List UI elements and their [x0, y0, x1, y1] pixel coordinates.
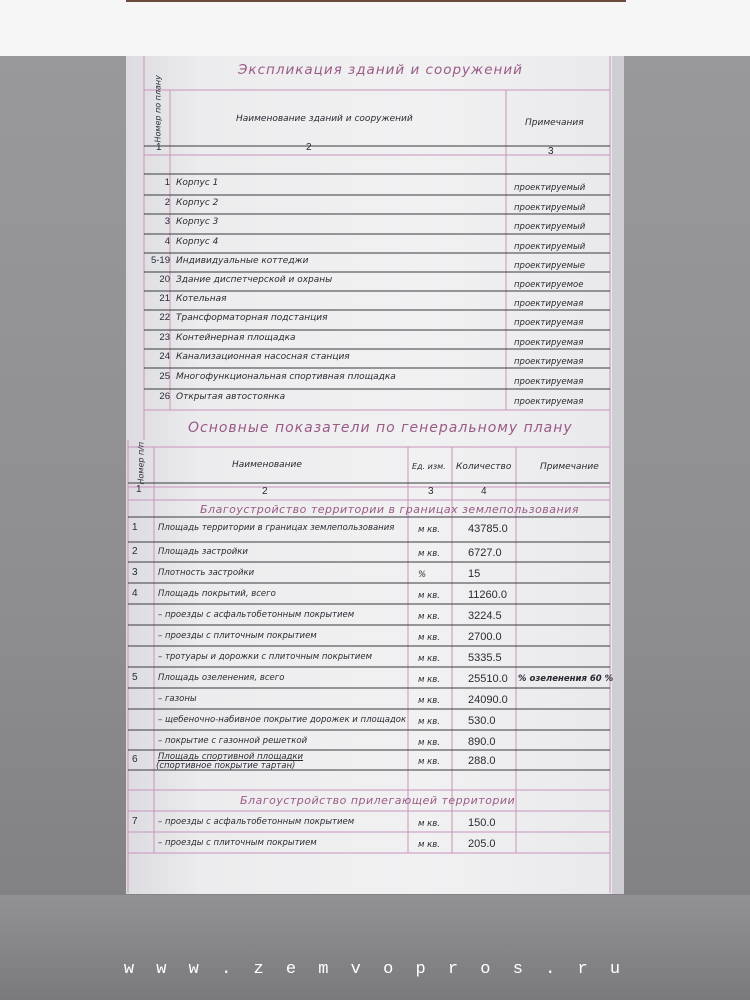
header-note: Примечания: [525, 118, 584, 128]
expl-row-name: Открытая автостоянка: [176, 392, 286, 402]
section1-title: Благоустройство территории в границах землепользования: [200, 503, 579, 516]
expl-row-num: 21: [159, 293, 170, 304]
ind-row-unit: м кв.: [418, 525, 440, 535]
ind-row-unit: м кв.: [418, 696, 440, 706]
expl-row-note: проектируемые: [514, 261, 586, 271]
ind-row-unit: м кв.: [418, 549, 440, 559]
expl-row-name: Котельная: [176, 294, 227, 304]
ind-row-note: % озеленения 60 %: [518, 674, 614, 684]
expl-row-note: проектируемая: [514, 299, 584, 309]
header-num: Номер по плану: [153, 75, 163, 143]
ind-row-qty: 15: [468, 568, 481, 580]
expl-row-name: Канализационная насосная станция: [176, 352, 350, 362]
ind-row-name: – тротуары и дорожки с плиточным покрытием: [158, 652, 372, 662]
ind-row-unit: м кв.: [418, 717, 440, 727]
ind-row-qty: 2700.0: [468, 631, 502, 643]
expl-row-name: Корпус 4: [176, 237, 219, 247]
explication-title: Экспликация зданий и сооружений: [238, 62, 523, 78]
expl-row-note: проектируемая: [514, 338, 584, 348]
expl-row-num: 3: [164, 216, 170, 227]
ind-row-qty: 25510.0: [468, 673, 508, 685]
section2-title: Благоустройство прилегающей территории: [240, 794, 516, 807]
ind-row-unit: м кв.: [418, 591, 440, 601]
expl-row-name: Индивидуальные коттеджи: [176, 256, 309, 266]
expl-row-note: проектируемый: [514, 242, 586, 252]
ind-row-unit: м кв.: [418, 633, 440, 643]
ind-row-qty: 3224.5: [468, 610, 502, 622]
ind-row-num: 6: [132, 754, 138, 765]
expl-row-num: 24: [159, 351, 170, 362]
ind-row-unit: м кв.: [418, 612, 440, 622]
ind2-row-qty: 150.0: [468, 817, 496, 829]
expl-row-name: Корпус 1: [176, 178, 219, 188]
expl-row-num: 4: [164, 236, 170, 247]
ind-row-name: – проезды с плиточным покрытием: [158, 631, 317, 641]
ind-row-unit: м кв.: [418, 654, 440, 664]
expl-row-note: проектируемый: [514, 222, 586, 232]
expl-row-num: 20: [159, 274, 170, 285]
expl-row-num: 25: [159, 371, 170, 382]
ind-row-qty: 43785.0: [468, 523, 508, 535]
expl-row-num: 5-19: [150, 255, 170, 266]
col-number-2: 2: [306, 142, 312, 153]
ind-header-num: Номер п/п: [136, 441, 146, 485]
ind-header-name: Наименование: [232, 460, 302, 470]
expl-row-note: проектируемое: [514, 280, 584, 290]
ind-row-name: Плотность застройки: [158, 568, 255, 578]
ind-row-qty: 530.0: [468, 715, 496, 727]
ind2-row-unit: м кв.: [418, 819, 440, 829]
ind-row-unit: м кв.: [418, 675, 440, 685]
ind-row-qty: 11260.0: [468, 589, 507, 601]
expl-row-note: проектируемая: [514, 318, 584, 328]
ind-row-name: – покрытие с газонной решеткой: [158, 736, 308, 746]
ind-row-name: Площадь покрытий, всего: [158, 589, 276, 599]
ind-row-num: 1: [132, 522, 138, 533]
expl-row-note: проектируемая: [514, 357, 584, 367]
expl-row-name: Контейнерная площадка: [176, 333, 296, 343]
expl-row-note: проектируемый: [514, 203, 586, 213]
ind-col-number-1: 1: [136, 484, 142, 495]
ind-row-unit: %: [418, 570, 427, 580]
expl-row-note: проектируемый: [514, 183, 586, 193]
expl-row-name: Трансформаторная подстанция: [176, 313, 328, 323]
ind-row-name2: (спортивное покрытие тартан): [156, 761, 296, 771]
ind-row-qty: 890.0: [468, 736, 496, 748]
footer-url: w w w . z e m v o p r o s . r u: [123, 960, 627, 979]
ind-header-note: Примечание: [540, 462, 599, 472]
expl-row-num: 23: [159, 332, 170, 343]
expl-row-num: 26: [159, 391, 170, 402]
expl-row-num: 22: [159, 312, 170, 323]
ind2-row-qty: 205.0: [468, 838, 496, 850]
col-number-3: 3: [548, 146, 554, 157]
ind-row-unit: м кв.: [418, 738, 440, 748]
expl-row-num: 1: [164, 177, 170, 188]
expl-row-name: Многофункциональная спортивная площадка: [176, 372, 396, 382]
ind-row-unit: м кв.: [418, 757, 440, 767]
ind-row-name: Площадь озеленения, всего: [158, 673, 285, 683]
ind2-row-unit: м кв.: [418, 840, 440, 850]
ind-row-num: 5: [132, 672, 138, 683]
ind-row-qty: 24090.0: [468, 694, 508, 706]
col-number-1: 1: [156, 142, 162, 153]
expl-row-note: проектируемая: [514, 377, 584, 387]
ind-row-name: Площадь спортивной площадки: [158, 752, 304, 762]
ind-row-num: 2: [132, 546, 138, 557]
ind-row-name: – газоны: [158, 694, 197, 704]
ind-header-unit: Ед. изм.: [412, 462, 446, 471]
ind-row-name: Площадь застройки: [158, 547, 248, 557]
ind2-row-name: – проезды с асфальтобетонным покрытием: [158, 817, 355, 827]
ind-row-qty: 5335.5: [468, 652, 502, 664]
ind-row-num: 4: [132, 588, 138, 599]
expl-row-note: проектируемая: [514, 397, 584, 407]
expl-row-name: Здание диспетчерской и охраны: [176, 275, 333, 285]
ind-row-num: 3: [132, 567, 138, 578]
ind-header-qty: Количество: [456, 462, 512, 472]
ind-col-number-4: 4: [481, 486, 487, 497]
ind-row-name: – проезды с асфальтобетонным покрытием: [158, 610, 355, 620]
expl-row-name: Корпус 2: [176, 198, 219, 208]
expl-row-num: 2: [164, 197, 170, 208]
ind-row-qty: 288.0: [468, 755, 496, 767]
ind-row-name: Площадь территории в границах землепользования: [158, 523, 395, 533]
ind-col-number-2: 2: [262, 486, 268, 497]
ind-col-number-3: 3: [428, 486, 434, 497]
expl-row-name: Корпус 3: [176, 217, 219, 227]
indicators-title: Основные показатели по генеральному плану: [188, 420, 573, 436]
ind2-row-name: – проезды с плиточным покрытием: [158, 838, 317, 848]
ind2-row-num: 7: [132, 816, 138, 827]
ind-row-name: – щебеночно-набивное покрытие дорожек и площадок: [158, 715, 407, 725]
ind-row-qty: 6727.0: [468, 547, 502, 559]
header-name: Наименование зданий и сооружений: [236, 114, 413, 124]
